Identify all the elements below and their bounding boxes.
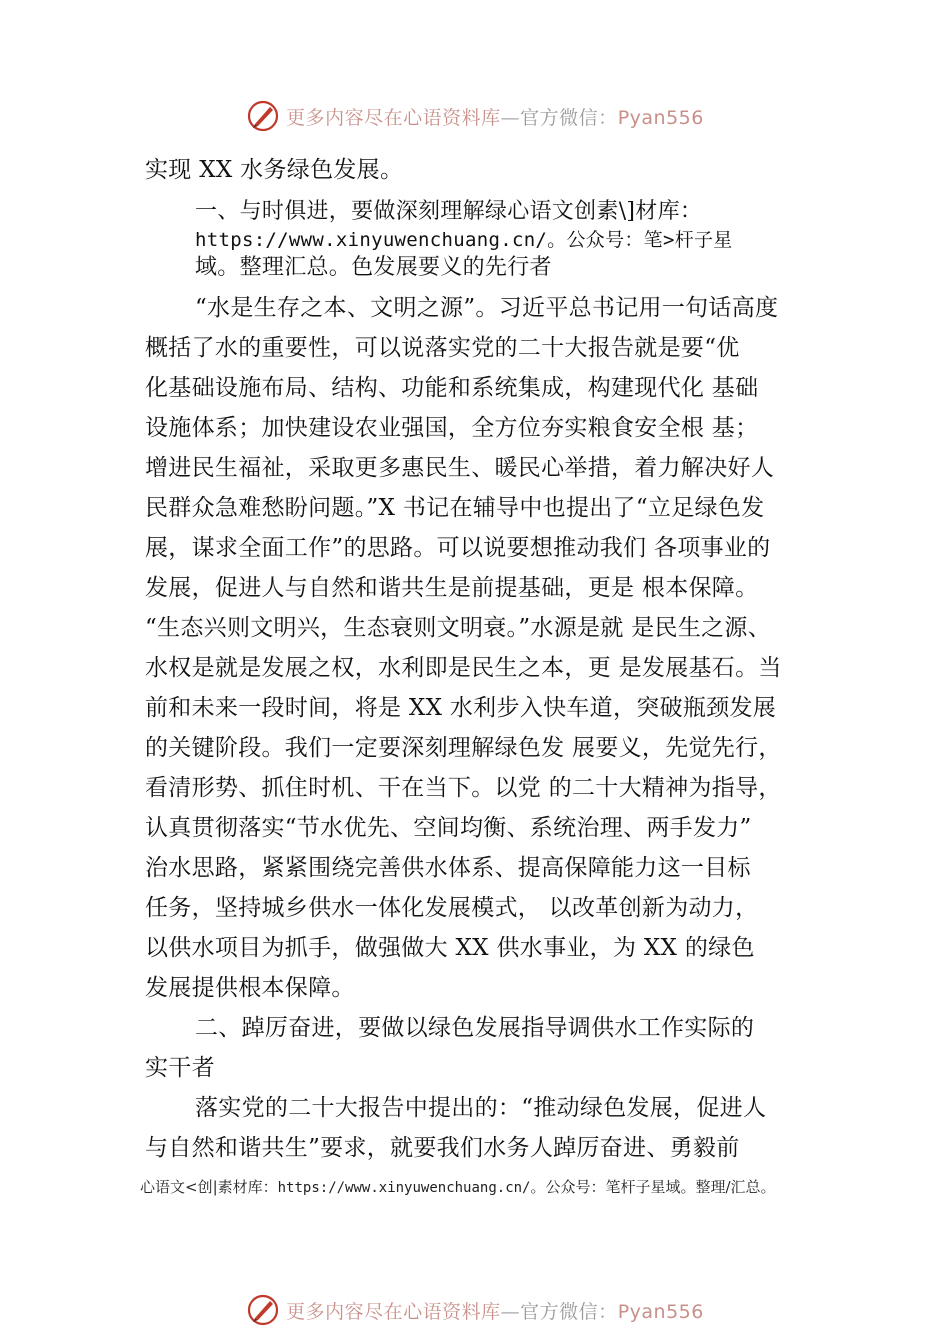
paragraph-line: “水是生存之本、文明之源”。习近平总书记用一句话高度 xyxy=(195,295,779,321)
footer-banner xyxy=(0,1292,950,1328)
paragraph-line: 概括了水的重要性，可以说落实党的二十大报告就是要“优 xyxy=(145,335,740,361)
paragraph-line: 实现 XX 水务绿色发展。 xyxy=(145,157,404,183)
paragraph-line: 前和未来一段时间，将是 XX 水利步入快车道，突破瓶颈发展 xyxy=(145,695,777,721)
paragraph-line: 认真贯彻落实“节水优先、空间均衡、系统治理、两手发力” xyxy=(145,815,752,841)
paragraph-line: 发展提供根本保障。 xyxy=(145,975,355,1001)
footer-suffix: 。公众号：笔杆子星域。整理/汇总。 xyxy=(530,1178,776,1196)
banner-text xyxy=(286,1297,704,1324)
pen-logo-icon xyxy=(246,99,280,133)
section-heading-line: https://www.xinyuwenchuang.cn/。公众号：笔>杆子星 xyxy=(195,229,733,251)
banner-wechat-label: 官方微信： xyxy=(520,106,618,129)
paragraph-line: 治水思路，紧紧围绕完善供水体系、提高保障能力这一目标 xyxy=(145,855,751,881)
pen-logo-icon xyxy=(246,1293,280,1327)
footer-note xyxy=(140,1175,860,1200)
section-heading-line: 二、踔厉奋进，要做以绿色发展指导调供水工作实际的 xyxy=(195,1015,755,1041)
header-banner xyxy=(0,98,950,134)
banner-dash: — xyxy=(500,106,521,129)
footer-prefix: 心语文<创|素材库： xyxy=(140,1178,278,1196)
paragraph-line: 水权是就是发展之权，水利即是民生之本，更 是发展基石。当 xyxy=(145,655,782,681)
banner-main: 更多内容尽在心语资料库 xyxy=(286,106,501,129)
banner-text xyxy=(286,103,704,130)
banner-dash: — xyxy=(500,1300,521,1323)
section-heading-line: 实干者 xyxy=(145,1055,215,1081)
banner-wechat-label: 官方微信： xyxy=(520,1300,618,1323)
paragraph-line: 发展，促进人与自然和谐共生是前提基础，更是 根本保障。 xyxy=(145,575,759,601)
paragraph-line: 看清形势、抓住时机、干在当下。以党 的二十大精神为指导， xyxy=(145,775,782,801)
paragraph-line: “生态兴则文明兴，生态衰则文明衰。”水源是就 是民生之源、 xyxy=(145,615,772,641)
paragraph-line: 设施体系；加快建设农业强国，全方位夯实粮食安全根 基； xyxy=(145,415,759,441)
section-heading-line: 一、与时俱进，要做深刻理解绿心语文创素\]材库： xyxy=(195,199,703,224)
banner-wechat-id: Pyan556 xyxy=(617,106,704,129)
paragraph-line: 民群众急难愁盼问题。”X 书记在辅导中也提出了“立足绿色发 xyxy=(145,495,765,521)
paragraph-line: 化基础设施布局、结构、功能和系统集成，构建现代化 基础 xyxy=(145,375,759,401)
paragraph-line: 落实党的二十大报告中提出的：“推动绿色发展，促进人 xyxy=(195,1095,767,1121)
section-heading-line: 域。整理汇总。色发展要义的先行者 xyxy=(195,255,552,280)
document-body xyxy=(145,150,845,1168)
paragraph-line: 的关键阶段。我们一定要深刻理解绿色发 展要义，先觉先行， xyxy=(145,735,782,761)
footer-url: https://www.xinyuwenchuang.cn/ xyxy=(277,1180,531,1196)
paragraph-line: 任务，坚持城乡供水一体化发展模式， 以改革创新为动力， xyxy=(145,895,759,921)
banner-wechat-id: Pyan556 xyxy=(617,1300,704,1323)
paragraph-line: 与自然和谐共生”要求，就要我们水务人踔厉奋进、勇毅前 xyxy=(145,1135,740,1161)
paragraph-line: 以供水项目为抓手，做强做大 XX 供水事业，为 XX 的绿色 xyxy=(145,935,755,961)
banner-main: 更多内容尽在心语资料库 xyxy=(286,1300,501,1323)
paragraph-line: 增进民生福祉，采取更多惠民生、暖民心举措，着力解决好人 xyxy=(145,455,775,481)
paragraph-line: 展，谋求全面工作”的思路。可以说要想推动我们 各项事业的 xyxy=(145,535,771,561)
